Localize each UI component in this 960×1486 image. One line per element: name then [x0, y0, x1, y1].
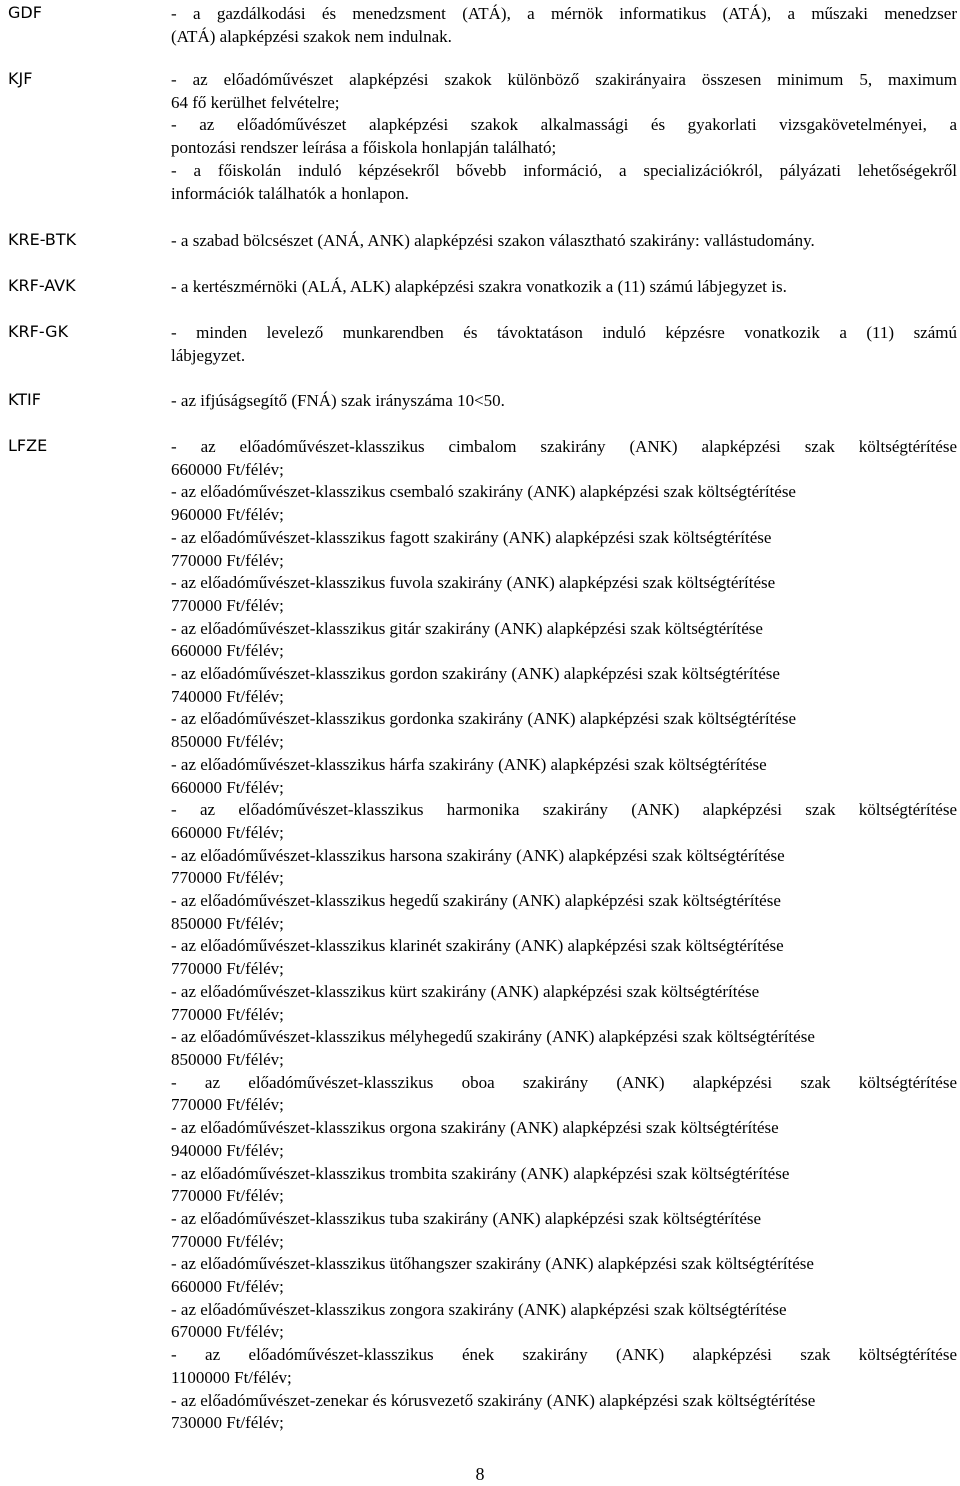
- text-line: - az előadóművészet-klasszikus ének szakirány (ANK) alapképzési szak költségtérítése: [171, 1345, 957, 1365]
- entry-text: [171, 390, 957, 413]
- text-line: - az előadóművészet-klasszikus hegedű szakirány (ANK) alapképzési szak költségtérítése: [171, 891, 781, 911]
- text-line: - a szabad bölcsészet (ANÁ, ANK) alapképzési szakon választható szakirány: vallástudomány.: [171, 231, 815, 250]
- text-line: 770000 Ft/félév;: [171, 959, 284, 979]
- text-line: - az előadóművészet-klasszikus gordon szakirány (ANK) alapképzési szak költségtérítése: [171, 664, 780, 684]
- text-line: 660000 Ft/félév;: [171, 777, 284, 797]
- text-line: 940000 Ft/félév;: [171, 1140, 284, 1160]
- text-line: - az előadóművészet-zenekar és kórusvezető szakirány (ANK) alapképzési szak költségtérítése: [171, 1390, 816, 1410]
- text-line: - a főiskolán induló képzésekről bővebb információ, a specializációkról, pályázati lehetőségekről: [171, 160, 957, 180]
- text-line: - az előadóművészet-klasszikus tuba szakirány (ANK) alapképzési szak költségtérítése: [171, 1208, 762, 1228]
- entry-text: [171, 276, 957, 299]
- text-line: - az előadóművészet-klasszikus trombita szakirány (ANK) alapképzési szak költségtérítése: [171, 1163, 790, 1183]
- text-line: - az előadóművészet-klasszikus kürt szakirány (ANK) alapképzési szak költségtérítése: [171, 981, 760, 1001]
- text-line: - az előadóművészet-klasszikus gordonka szakirány (ANK) alapképzési szak költségtérítése: [171, 709, 796, 729]
- text-line: - az előadóművészet-klasszikus orgona szakirány (ANK) alapképzési szak költségtérítése: [171, 1118, 779, 1138]
- entry-text: [171, 69, 957, 205]
- text-line: 740000 Ft/félév;: [171, 686, 284, 706]
- text-line: 660000 Ft/félév;: [171, 1277, 284, 1297]
- text-line: - az előadóművészet-klasszikus fagott szakirány (ANK) alapképzési szak költségtérítése: [171, 527, 772, 547]
- institution-code: KJF: [8, 69, 33, 88]
- page-number: 8: [475, 1464, 485, 1484]
- entry-text: [171, 230, 957, 253]
- text-line: 850000 Ft/félév;: [171, 913, 284, 933]
- text-line: 850000 Ft/félév;: [171, 732, 284, 752]
- text-line: 770000 Ft/félév;: [171, 1004, 284, 1024]
- text-line: 660000 Ft/félév;: [171, 459, 284, 479]
- text-line: - a kertészmérnöki (ALÁ, ALK) alapképzési szakra vonatkozik a (11) számú lábjegyzet is.: [171, 277, 787, 296]
- text-line: 660000 Ft/félév;: [171, 641, 284, 661]
- text-line: - az előadóművészet-klasszikus csembaló szakirány (ANK) alapképzési szak költségtérítése: [171, 482, 796, 502]
- institution-code: KRF-AVK: [8, 276, 76, 295]
- text-line: 660000 Ft/félév;: [171, 822, 284, 842]
- text-line: - az előadóművészet-klasszikus oboa szakirány (ANK) alapképzési szak költségtérítése: [171, 1072, 957, 1092]
- text-line: - minden levelező munkarendben és távoktatáson induló képzésre vonatkozik a (11) számú: [171, 323, 957, 342]
- text-line: 960000 Ft/félév;: [171, 505, 284, 525]
- text-line: 1100000 Ft/félév;: [171, 1367, 292, 1387]
- text-line: - az előadóművészet-klasszikus cimbalom szakirány (ANK) alapképzési szak költségtérítése: [171, 437, 957, 456]
- text-line: - az előadóművészet alapképzési szakok különböző szakirányaira összesen minimum 5, maximum: [171, 70, 957, 89]
- institution-code: LFZE: [8, 436, 48, 455]
- text-line: 770000 Ft/félév;: [171, 550, 284, 570]
- text-line: lábjegyzet.: [171, 345, 246, 365]
- entry-text: [171, 436, 957, 1435]
- text-line: - az előadóművészet-klasszikus fuvola szakirány (ANK) alapképzési szak költségtérítése: [171, 573, 776, 593]
- institution-code: KTIF: [8, 390, 41, 409]
- text-line: 770000 Ft/félév;: [171, 1186, 284, 1206]
- text-line: 670000 Ft/félév;: [171, 1322, 284, 1342]
- text-line: pontozási rendszer leírása a főiskola honlapján található;: [171, 138, 557, 158]
- text-line: - a gazdálkodási és menedzsment (ATÁ), a mérnök informatikus (ATÁ), a műszaki menedzser: [171, 4, 957, 23]
- text-line: - az előadóművészet-klasszikus hárfa szakirány (ANK) alapképzési szak költségtérítése: [171, 754, 767, 774]
- text-line: - az előadóművészet-klasszikus harmonika szakirány (ANK) alapképzési szak költségtérítése: [171, 800, 957, 820]
- text-line: - az előadóművészet alapképzési szakok alkalmassági és gyakorlati vizsgakövetelményei, a: [171, 115, 957, 135]
- text-line: 770000 Ft/félév;: [171, 868, 284, 888]
- entry-text: [171, 322, 957, 367]
- text-line: - az előadóművészet-klasszikus gitár szakirány (ANK) alapképzési szak költségtérítése: [171, 618, 763, 638]
- text-line: 730000 Ft/félév;: [171, 1413, 284, 1433]
- text-line: információk találhatók a honlapon.: [171, 183, 409, 203]
- text-line: 64 fő kerülhet felvételre;: [171, 92, 340, 112]
- text-line: - az előadóművészet-klasszikus harsona szakirány (ANK) alapképzési szak költségtérítése: [171, 845, 785, 865]
- text-line: - az előadóművészet-klasszikus ütőhangszer szakirány (ANK) alapképzési szak költségtérítése: [171, 1254, 814, 1274]
- text-line: - az előadóművészet-klasszikus klarinét szakirány (ANK) alapképzési szak költségtérítése: [171, 936, 784, 956]
- text-line: - az előadóművészet-klasszikus zongora szakirány (ANK) alapképzési szak költségtérítése: [171, 1299, 787, 1319]
- text-line: 770000 Ft/félév;: [171, 1231, 284, 1251]
- text-line: 850000 Ft/félév;: [171, 1049, 284, 1069]
- text-line: 770000 Ft/félév;: [171, 595, 284, 615]
- text-line: - az ifjúságsegítő (FNÁ) szak irányszáma 10<50.: [171, 391, 505, 410]
- text-line: 770000 Ft/félév;: [171, 1095, 284, 1115]
- entry-text: [171, 3, 957, 48]
- institution-code: GDF: [8, 3, 42, 22]
- institution-code: KRE-BTK: [8, 230, 77, 249]
- text-line: (ATÁ) alapképzési szakok nem indulnak.: [171, 26, 452, 46]
- text-line: - az előadóművészet-klasszikus mélyhegedű szakirány (ANK) alapképzési szak költségtérítése: [171, 1027, 815, 1047]
- institution-code: KRF-GK: [8, 322, 69, 341]
